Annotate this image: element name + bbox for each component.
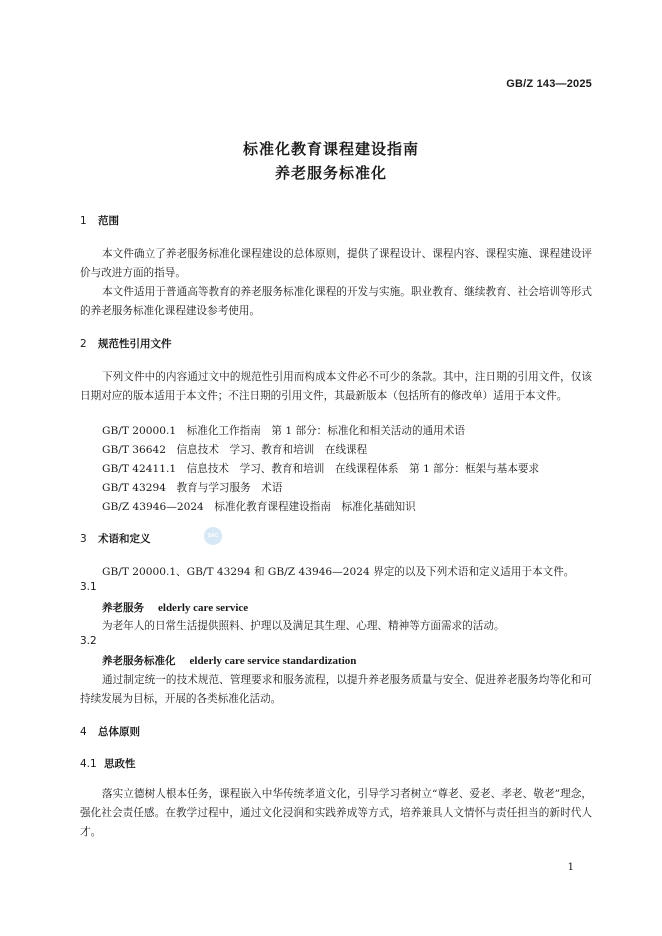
section-1-paragraph-2: 本文件适用于普通高等教育的养老服务标准化课程的开发与实施。职业教育、继续教育、社会培训等形式的养老服务标准化课程建设参考使用。 [80, 286, 592, 317]
sac-logo-icon: SAC [204, 527, 222, 545]
term-chinese: 养老服务标准化 [102, 655, 176, 667]
section-1-paragraph-1: 本文件确立了养老服务标准化课程建设的总体原则，提供了课程设计、课程内容、课程实施、课程建设评价与改进方面的指导。 [80, 248, 592, 279]
section-number: 1 [80, 215, 87, 227]
term-definition: 为老年人的日常生活提供照料、护理以及满足其生理、心理、精神等方面需求的活动。 [102, 620, 505, 632]
term-heading [102, 653, 356, 668]
section-3-heading [80, 531, 151, 546]
reference-item: GB/T 20000.1 标准化工作指南 第 1 部分：标准化和相关活动的通用术语 [102, 425, 465, 437]
reference-item: GB/T 43294 教育与学习服务 术语 [102, 482, 283, 494]
term-english: elderly care service standardization [189, 655, 357, 667]
section-2-heading [80, 336, 172, 351]
title-line-1: 标准化教育课程建设指南 [242, 140, 419, 158]
section-1-heading [80, 213, 119, 228]
document-code: GB/Z 143—2025 [506, 78, 592, 90]
term-chinese: 养老服务 [102, 602, 144, 614]
section-4-paragraph-1: 落实立德树人根本任务，课程嵌入中华传统孝道文化，引导学习者树立“尊老、爱老、孝老、敬老”理念，强化社会责任感。在教学过程中，通过文化浸润和实践养成等方式，培养兼具人文情怀与责任担当的新时代人才。 [80, 788, 592, 838]
term-english: elderly care service [158, 602, 249, 614]
section-title: 总体原则 [98, 726, 140, 738]
section-number: 4 [80, 726, 87, 738]
section-2-paragraph-1: 下列文件中的内容通过文中的规范性引用而构成本文件必不可少的条款。其中，注日期的引用文件，仅该日期对应的版本适用于本文件；不注日期的引用文件，其最新版本（包括所有的修改单）适用于本文件。 [80, 371, 592, 402]
subsection-number: 4.1 [80, 758, 97, 770]
title-line-2: 养老服务标准化 [274, 164, 387, 182]
section-3-paragraph-1: GB/T 20000.1、GB/T 43294 和 GB/Z 43946—2024 界定的以及下列术语和定义适用于本文件。 [102, 566, 575, 578]
section-title: 规范性引用文件 [98, 338, 172, 350]
section-title: 范围 [98, 215, 119, 227]
section-title: 术语和定义 [98, 533, 151, 545]
term-number: 3.2 [80, 635, 97, 647]
subsection-title: 思政性 [104, 758, 136, 770]
reference-item: GB/Z 43946—2024 标准化教育课程建设指南 标准化基础知识 [102, 501, 416, 513]
section-4-heading [80, 724, 140, 739]
section-number: 2 [80, 338, 87, 350]
term-heading [102, 600, 248, 615]
reference-item: GB/T 36642 信息技术 学习、教育和培训 在线课程 [102, 444, 368, 456]
term-number: 3.1 [80, 581, 97, 593]
reference-item: GB/T 42411.1 信息技术 学习、教育和培训 在线课程体系 第 1 部分：框架与基本要求 [102, 463, 540, 475]
page-number: 1 [567, 862, 574, 873]
term-definition: 通过制定统一的技术规范、管理要求和服务流程，以提升养老服务质量与安全、促进养老服务均等化和可持续发展为目标，开展的各类标准化活动。 [80, 674, 592, 705]
section-number: 3 [80, 533, 87, 545]
subsection-4-1-heading [80, 756, 136, 771]
